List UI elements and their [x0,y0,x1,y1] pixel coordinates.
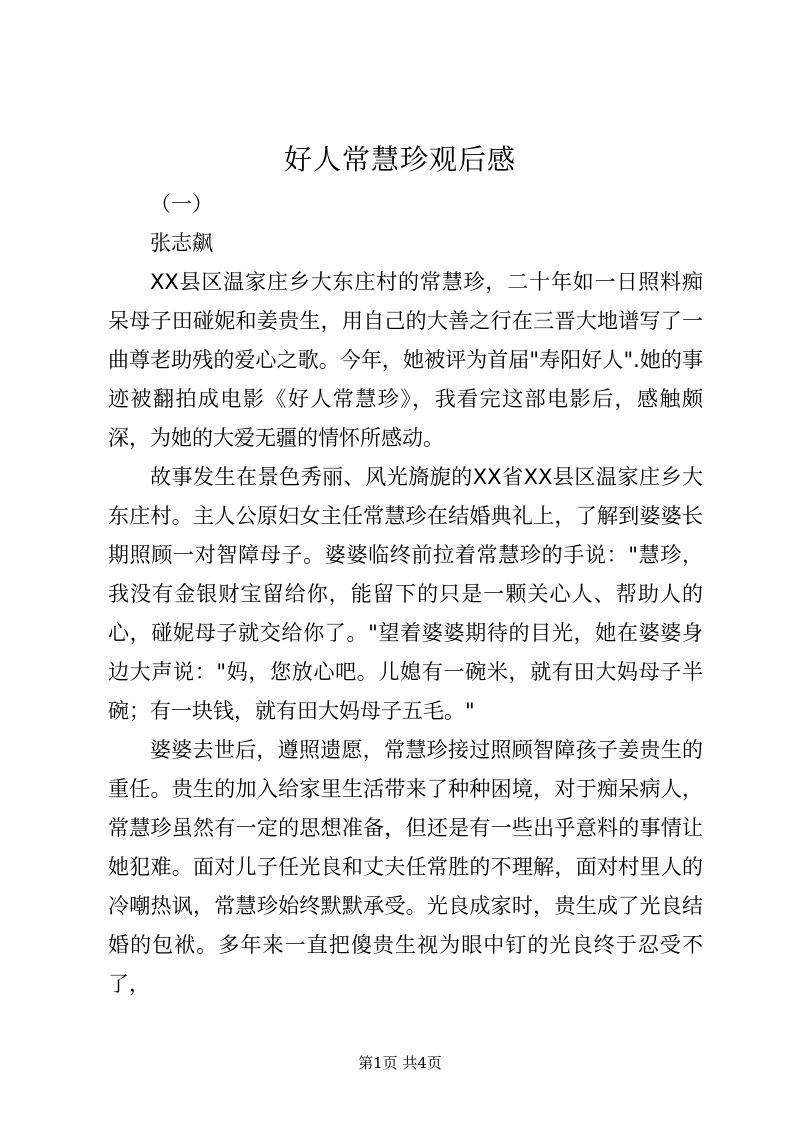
author-name: 张志飙 [150,231,213,255]
page-footer: 第1页 共4页 [358,1054,442,1072]
document-body [108,185,703,1004]
section-marker: （一） [150,192,213,216]
paragraph: 婆婆去世后，遵照遗愿，常慧珍接过照顾智障孩子姜贵生的重任。贵生的加入给家里生活带来了种种困境，对于痴呆病人，常慧珍虽然有一定的思想准备，但还是有一些出乎意料的事情让她犯难。面对儿子任光良和丈夫任常胜的不理解，面对村里人的冷嘲热讽，常慧珍始终默默承受。光良成家时，贵生成了光良结婚的包袱。多年来一直把傻贵生视为眼中钉的光良终于忍受不了， [108,738,703,996]
paragraph: 故事发生在景色秀丽、风光旖旎的XX省XX县区温家庄乡大东庄村。主人公原妇女主任常慧珍在结婚典礼上，了解到婆婆长期照顾一对智障母子。婆婆临终前拉着常慧珍的手说："慧珍，我没有金银财宝留给你，能留下的只是一颗关心人、帮助人的心，碰妮母子就交给你了。"望着婆婆期待的目光，她在婆婆身边大声说："妈，您放心吧。儿媳有一碗米，就有田大妈母子半碗；有一块钱，就有田大妈母子五毛。" [108,465,703,723]
paragraph: XX县区温家庄乡大东庄村的常慧珍，二十年如一日照料痴呆母子田碰妮和姜贵生，用自己的大善之行在三晋大地谱写了一曲尊老助残的爱心之歌。今年，她被评为首届"寿阳好人".她的事迹被翻拍成电影《好人常慧珍》，我看完这部电影后，感触颇深，为她的大爱无疆的情怀所感动。 [108,270,703,450]
document-title: 好人常慧珍观后感 [283,143,516,176]
